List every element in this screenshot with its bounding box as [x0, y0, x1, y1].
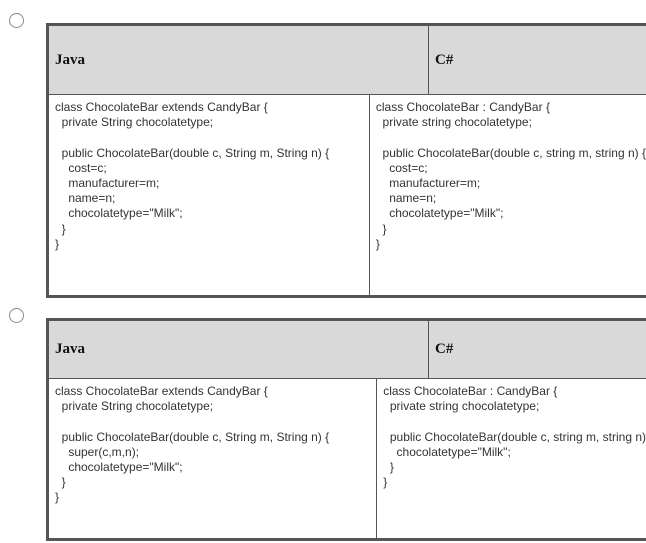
- java-code: class ChocolateBar extends CandyBar { private String chocolatetype; public ChocolateBar(double c, String m, String n) { cost=c; manufacturer=m; name=n; chocolatetype="Milk"; } }: [55, 100, 330, 251]
- csharp-code: class ChocolateBar : CandyBar { private string chocolatetype; public ChocolateBar(double c, string m, string n) chocolatetype="Milk"; } }: [383, 384, 646, 490]
- table-body-row: [49, 95, 646, 295]
- csharp-code: class ChocolateBar : CandyBar { private string chocolatetype; public ChocolateBar(double c, string m, string n) { cost=c; manufacturer=m; name=n; chocolatetype="Milk"; } }: [375, 100, 646, 251]
- java-code-cell: [49, 95, 370, 295]
- code-comparison-table-1: [46, 23, 646, 298]
- table-body-row: [49, 379, 646, 538]
- csharp-column-header: C#: [435, 51, 454, 68]
- table-header-row: [49, 26, 646, 95]
- csharp-column-header: C#: [435, 341, 454, 357]
- option-2-radio-button[interactable]: [9, 308, 24, 323]
- java-code: class ChocolateBar extends CandyBar { private String chocolatetype; public ChocolateBar(double c, String m, String n) { super(c,m,n); chocolatetype="Milk"; } }: [55, 384, 330, 505]
- table-header-row: [49, 321, 646, 379]
- java-column-header: Java: [49, 321, 429, 378]
- csharp-code-cell: [370, 95, 646, 295]
- csharp-code-cell: [377, 379, 646, 538]
- java-code-cell: [49, 379, 377, 538]
- option-1-radio-button[interactable]: [9, 13, 24, 28]
- code-comparison-table-2: [46, 318, 646, 541]
- java-column-header: Java: [49, 26, 429, 94]
